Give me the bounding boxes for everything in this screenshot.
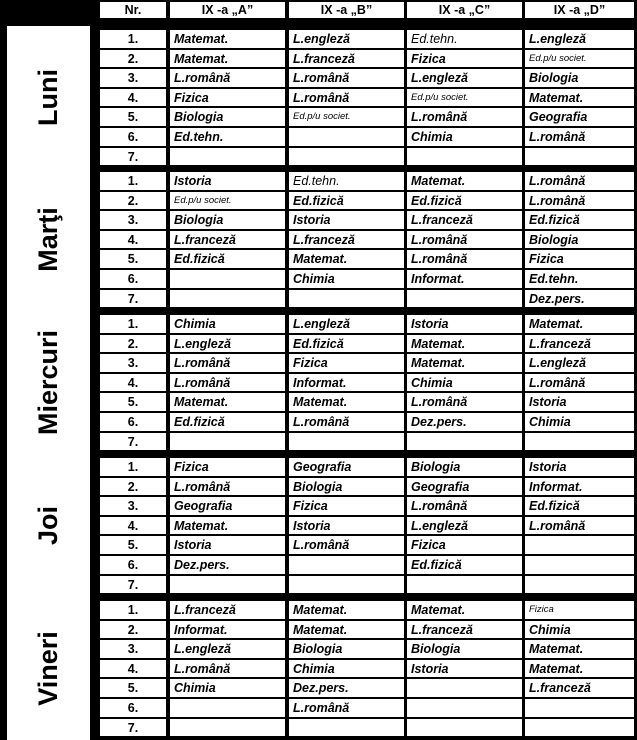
subject-cell: Chimia — [407, 128, 522, 146]
subject-cell: Dez.pers. — [407, 413, 522, 431]
subject-cell: Istoria — [170, 536, 285, 554]
subject-cell: Biologia — [170, 211, 285, 229]
subject-cell — [407, 148, 522, 166]
subject-cell: Fizica — [289, 354, 404, 372]
period-number: 2. — [100, 335, 166, 353]
subject-cell — [525, 719, 634, 737]
subject-cell: Fizica — [289, 497, 404, 515]
subject-cell: L.română — [407, 393, 522, 411]
period-number: 6. — [100, 413, 166, 431]
header-class-b: IX -a „B” — [289, 2, 404, 18]
subject-cell: Matemat. — [289, 621, 404, 639]
subject-cell: Geografia — [289, 458, 404, 476]
subject-cell: Ed.tehn. — [170, 128, 285, 146]
subject-cell: Ed.p/u societ. — [407, 89, 522, 107]
day-name: Joi — [32, 506, 63, 546]
subject-cell — [170, 699, 285, 717]
subject-cell: Matemat. — [170, 50, 285, 68]
subject-cell: Istoria — [170, 172, 285, 190]
subject-cell: Matemat. — [407, 601, 522, 619]
subject-cell: L.română — [170, 69, 285, 87]
subject-cell: L.română — [170, 660, 285, 678]
subject-cell — [407, 576, 522, 594]
subject-cell: Ed.tehn. — [407, 30, 522, 48]
subject-cell — [289, 719, 404, 737]
subject-cell — [525, 148, 634, 166]
period-number: 1. — [100, 172, 166, 190]
subject-cell: Chimia — [289, 270, 404, 288]
subject-cell: L.engleză — [525, 354, 634, 372]
subject-cell — [525, 433, 634, 451]
period-number: 4. — [100, 660, 166, 678]
subject-cell: L.franceză — [407, 621, 522, 639]
subject-cell: Dez.pers. — [525, 290, 634, 308]
subject-cell: Matemat. — [289, 601, 404, 619]
subject-cell: Matemat. — [525, 315, 634, 333]
day-label-marţi — [7, 168, 90, 311]
subject-cell — [170, 270, 285, 288]
subject-cell: Fizica — [170, 89, 285, 107]
subject-cell: L.română — [525, 172, 634, 190]
period-number: 2. — [100, 621, 166, 639]
subject-cell: Matemat. — [289, 250, 404, 268]
period-number: 2. — [100, 478, 166, 496]
subject-cell: Biologia — [407, 458, 522, 476]
period-number: 2. — [100, 50, 166, 68]
header-class-d: IX -a „D” — [525, 2, 634, 18]
period-number: 7. — [100, 433, 166, 451]
subject-cell: L.engleză — [170, 335, 285, 353]
period-number: 3. — [100, 640, 166, 658]
subject-cell: Ed.p/u societ. — [170, 192, 285, 210]
subject-cell — [289, 128, 404, 146]
subject-cell: L.română — [525, 517, 634, 535]
subject-cell: Ed.tehn. — [289, 172, 404, 190]
subject-cell: L.franceză — [289, 231, 404, 249]
subject-cell — [407, 719, 522, 737]
day-label-luni — [7, 26, 90, 169]
subject-cell: L.română — [170, 354, 285, 372]
subject-cell — [525, 576, 634, 594]
subject-cell — [525, 536, 634, 554]
subject-cell: L.română — [407, 108, 522, 126]
subject-cell: Biologia — [289, 640, 404, 658]
subject-cell: Ed.fizică — [407, 192, 522, 210]
subject-cell — [407, 699, 522, 717]
subject-cell: Ed.p/u societ. — [289, 108, 404, 126]
subject-cell: Matemat. — [407, 335, 522, 353]
period-number: 4. — [100, 374, 166, 392]
subject-cell: L.franceză — [407, 211, 522, 229]
subject-cell: Fizica — [407, 536, 522, 554]
subject-cell: L.engleză — [170, 640, 285, 658]
day-label-vineri — [7, 597, 90, 740]
period-number: 1. — [100, 30, 166, 48]
period-number: 3. — [100, 354, 166, 372]
period-number: 6. — [100, 556, 166, 574]
subject-cell: L.română — [525, 192, 634, 210]
subject-cell: Fizica — [525, 601, 634, 619]
subject-cell: Informat. — [170, 621, 285, 639]
subject-cell: Fizica — [407, 50, 522, 68]
subject-cell: Istoria — [525, 458, 634, 476]
subject-cell: Ed.fizică — [525, 211, 634, 229]
subject-cell: L.română — [289, 699, 404, 717]
subject-cell: Chimia — [289, 660, 404, 678]
subject-cell: Geografia — [525, 108, 634, 126]
subject-cell: Istoria — [289, 211, 404, 229]
subject-cell: Istoria — [525, 393, 634, 411]
period-number: 7. — [100, 148, 166, 166]
period-number: 5. — [100, 108, 166, 126]
header-class-a: IX -a „A” — [170, 2, 285, 18]
day-name: Luni — [32, 69, 63, 127]
subject-cell — [170, 433, 285, 451]
subject-cell: Matemat. — [170, 30, 285, 48]
period-number: 6. — [100, 270, 166, 288]
subject-cell: Chimia — [407, 374, 522, 392]
header-class-c: IX -a „C” — [407, 2, 522, 18]
subject-cell: Matemat. — [407, 354, 522, 372]
subject-cell — [289, 433, 404, 451]
subject-cell: Informat. — [525, 478, 634, 496]
period-number: 4. — [100, 517, 166, 535]
subject-cell: L.română — [289, 536, 404, 554]
subject-cell: L.engleză — [407, 517, 522, 535]
day-label-joi — [7, 454, 90, 597]
period-number: 1. — [100, 458, 166, 476]
day-name: Miercuri — [33, 330, 64, 436]
subject-cell: Ed.fizică — [170, 250, 285, 268]
subject-cell: L.engleză — [289, 30, 404, 48]
subject-cell: Matemat. — [170, 517, 285, 535]
day-name: Vineri — [32, 631, 63, 706]
subject-cell: Istoria — [289, 517, 404, 535]
period-number: 7. — [100, 576, 166, 594]
subject-cell: Matemat. — [525, 640, 634, 658]
subject-cell: Biologia — [525, 69, 634, 87]
subject-cell: L.română — [289, 413, 404, 431]
subject-cell: Informat. — [289, 374, 404, 392]
subject-cell: L.română — [525, 128, 634, 146]
subject-cell: Biologia — [407, 640, 522, 658]
subject-cell: Geografia — [407, 478, 522, 496]
subject-cell: Fizica — [525, 250, 634, 268]
subject-cell: Matemat. — [525, 660, 634, 678]
subject-cell: L.franceză — [525, 679, 634, 697]
day-label-miercuri — [7, 311, 90, 454]
subject-cell — [525, 556, 634, 574]
subject-cell: Ed.fizică — [407, 556, 522, 574]
period-number: 5. — [100, 536, 166, 554]
subject-cell: Fizica — [170, 458, 285, 476]
subject-cell — [407, 290, 522, 308]
period-number: 6. — [100, 128, 166, 146]
subject-cell: L.franceză — [170, 601, 285, 619]
subject-cell: L.română — [407, 250, 522, 268]
subject-cell: L.română — [407, 497, 522, 515]
subject-cell — [407, 679, 522, 697]
subject-cell — [289, 290, 404, 308]
subject-cell — [170, 576, 285, 594]
period-number: 5. — [100, 250, 166, 268]
subject-cell: Biologia — [170, 108, 285, 126]
subject-cell — [407, 433, 522, 451]
period-number: 2. — [100, 192, 166, 210]
subject-cell — [289, 576, 404, 594]
period-number: 7. — [100, 290, 166, 308]
subject-cell: Istoria — [407, 660, 522, 678]
subject-cell: L.română — [170, 374, 285, 392]
subject-cell: Matemat. — [170, 393, 285, 411]
subject-cell: L.engleză — [407, 69, 522, 87]
subject-cell: Matemat. — [407, 172, 522, 190]
period-number: 3. — [100, 497, 166, 515]
period-number: 3. — [100, 211, 166, 229]
subject-cell: Chimia — [170, 679, 285, 697]
subject-cell: L.română — [289, 89, 404, 107]
period-number: 3. — [100, 69, 166, 87]
subject-cell: L.română — [170, 478, 285, 496]
period-number: 5. — [100, 393, 166, 411]
day-name: Marţi — [32, 207, 63, 272]
period-number: 1. — [100, 601, 166, 619]
subject-cell: Dez.pers. — [170, 556, 285, 574]
subject-cell: Biologia — [525, 231, 634, 249]
subject-cell: Ed.fizică — [525, 497, 634, 515]
period-number: 4. — [100, 89, 166, 107]
subject-cell: L.engleză — [525, 30, 634, 48]
period-number: 1. — [100, 315, 166, 333]
period-number: 6. — [100, 699, 166, 717]
subject-cell — [525, 699, 634, 717]
subject-cell: Ed.p/u societ. — [525, 50, 634, 68]
subject-cell: L.română — [289, 69, 404, 87]
subject-cell: Ed.fizică — [170, 413, 285, 431]
subject-cell: Matemat. — [525, 89, 634, 107]
subject-cell: L.franceză — [289, 50, 404, 68]
subject-cell — [289, 556, 404, 574]
subject-cell — [170, 719, 285, 737]
subject-cell: L.engleză — [289, 315, 404, 333]
subject-cell: Chimia — [525, 621, 634, 639]
subject-cell: Chimia — [170, 315, 285, 333]
period-number: 7. — [100, 719, 166, 737]
subject-cell: L.franceză — [170, 231, 285, 249]
subject-cell: L.română — [407, 231, 522, 249]
subject-cell: Geografia — [170, 497, 285, 515]
subject-cell — [170, 148, 285, 166]
subject-cell: L.franceză — [525, 335, 634, 353]
period-number: 5. — [100, 679, 166, 697]
period-number: 4. — [100, 231, 166, 249]
subject-cell: Biologia — [289, 478, 404, 496]
subject-cell: L.română — [525, 374, 634, 392]
subject-cell: Matemat. — [289, 393, 404, 411]
subject-cell — [289, 148, 404, 166]
subject-cell: Chimia — [525, 413, 634, 431]
subject-cell: Informat. — [407, 270, 522, 288]
subject-cell: Ed.fizică — [289, 335, 404, 353]
subject-cell: Istoria — [407, 315, 522, 333]
subject-cell: Dez.pers. — [289, 679, 404, 697]
subject-cell — [170, 290, 285, 308]
subject-cell: Ed.tehn. — [525, 270, 634, 288]
header-nr: Nr. — [100, 2, 166, 18]
subject-cell: Ed.fizică — [289, 192, 404, 210]
